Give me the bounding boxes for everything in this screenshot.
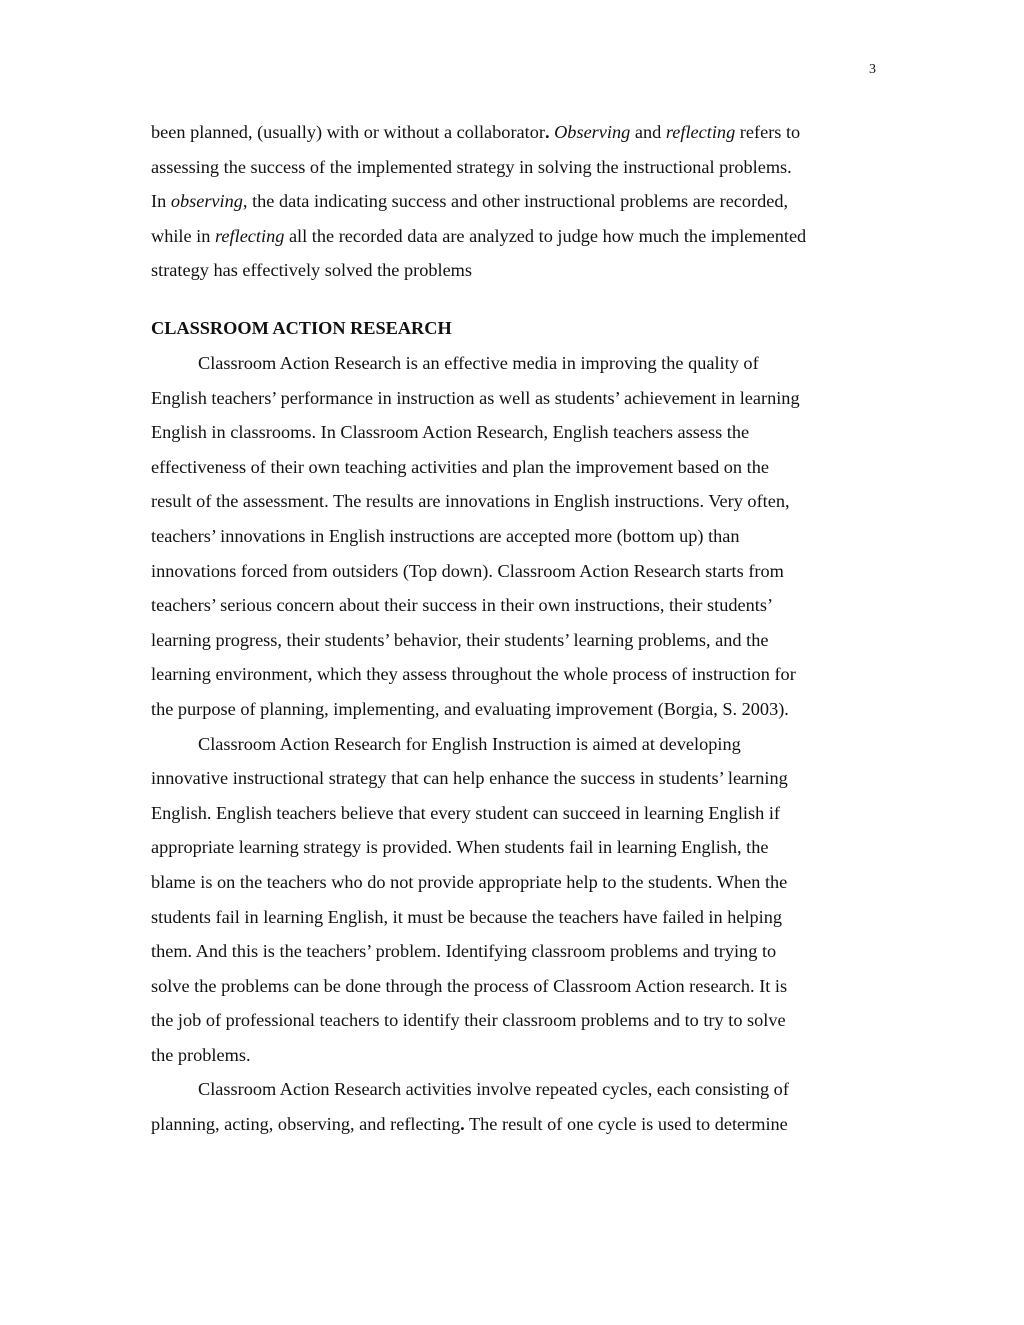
- text-line: the problems.: [151, 1044, 251, 1065]
- italic-term: reflecting: [665, 122, 736, 142]
- text-line: teachers’ serious concern about their success in their own instructions, their students’: [151, 595, 774, 616]
- text-run: all the recorded data are analyzed to judge how much the implemented: [284, 225, 807, 246]
- text-line: teachers’ innovations in English instructions are accepted more (bottom up) than: [151, 525, 740, 546]
- text-line: English teachers’ performance in instruction as well as students’ achievement in learning: [151, 387, 800, 408]
- text-line: [151, 1107, 875, 1142]
- italic-term: Observing: [554, 122, 631, 142]
- text-line: result of the assessment. The results are innovations in English instructions. Very often,: [151, 491, 790, 512]
- text-line: Classroom Action Research is an effective media in improving the quality of: [198, 353, 759, 373]
- text-line: the job of professional teachers to identify their classroom problems and to try to solve: [151, 1010, 786, 1031]
- text-line: assessing the success of the implemented strategy in solving the instructional problems.: [151, 156, 792, 177]
- text-run: while in: [151, 225, 215, 246]
- text-line: [151, 184, 875, 219]
- text-run: been planned, (usually) with or without a collaborator: [151, 122, 545, 142]
- page-number: 3: [869, 62, 876, 77]
- text-run: , the data indicating success and other instructional problems are recorded,: [242, 191, 789, 212]
- text-line: innovations forced from outsiders (Top down). Classroom Action Research starts from: [151, 560, 784, 581]
- text-line: them. And this is the teachers’ problem. Identifying classroom problems and trying to: [151, 941, 777, 962]
- italic-term: observing: [170, 191, 243, 212]
- paragraph-2: [151, 727, 875, 1073]
- text-line: English. English teachers believe that every student can succeed in learning English if: [151, 802, 780, 823]
- text-line: Classroom Action Research activities involve repeated cycles, each consisting of: [198, 1079, 789, 1100]
- text-run: refers to: [735, 122, 801, 142]
- paragraph-3: [151, 1072, 875, 1141]
- text-line: the purpose of planning, implementing, and evaluating improvement (Borgia, S. 2003).: [151, 698, 789, 719]
- section-heading: CLASSROOM ACTION RESEARCH: [151, 318, 452, 338]
- text-line: innovative instructional strategy that can help enhance the success in students’ learning: [151, 768, 788, 789]
- section-body: [151, 346, 875, 1142]
- text-line: English in classrooms. In Classroom Action Research, English teachers assess the: [151, 422, 750, 443]
- bold-period: .: [544, 122, 550, 142]
- text-run: planning, acting, observing, and reflecting: [151, 1114, 461, 1135]
- text-run: In: [151, 191, 171, 212]
- text-line: learning progress, their students’ behavior, their students’ learning problems, and the: [151, 629, 769, 650]
- text-line: Classroom Action Research for English Instruction is aimed at developing: [198, 733, 741, 754]
- text-line: [151, 219, 875, 254]
- text-line: blame is on the teachers who do not provide appropriate help to the students. When the: [151, 871, 788, 892]
- text-line: strategy has effectively solved the problems: [151, 260, 473, 281]
- text-line: learning environment, which they assess throughout the whole process of instruction for: [151, 664, 796, 685]
- paragraph-1: [151, 346, 875, 727]
- text-line: appropriate learning strategy is provided. When students fail in learning English, the: [151, 837, 769, 858]
- bold-period: .: [460, 1114, 465, 1135]
- continuation-paragraph: [151, 115, 875, 288]
- text-line: [151, 115, 875, 150]
- text-line: students fail in learning English, it must be because the teachers have failed in helping: [151, 906, 783, 927]
- italic-term: reflecting: [214, 225, 285, 246]
- text-run: and: [630, 122, 666, 142]
- text-line: effectiveness of their own teaching activities and plan the improvement based on the: [151, 456, 769, 477]
- text-run: The result of one cycle is used to determine: [464, 1114, 788, 1135]
- text-line: solve the problems can be done through the process of Classroom Action research. It is: [151, 975, 788, 996]
